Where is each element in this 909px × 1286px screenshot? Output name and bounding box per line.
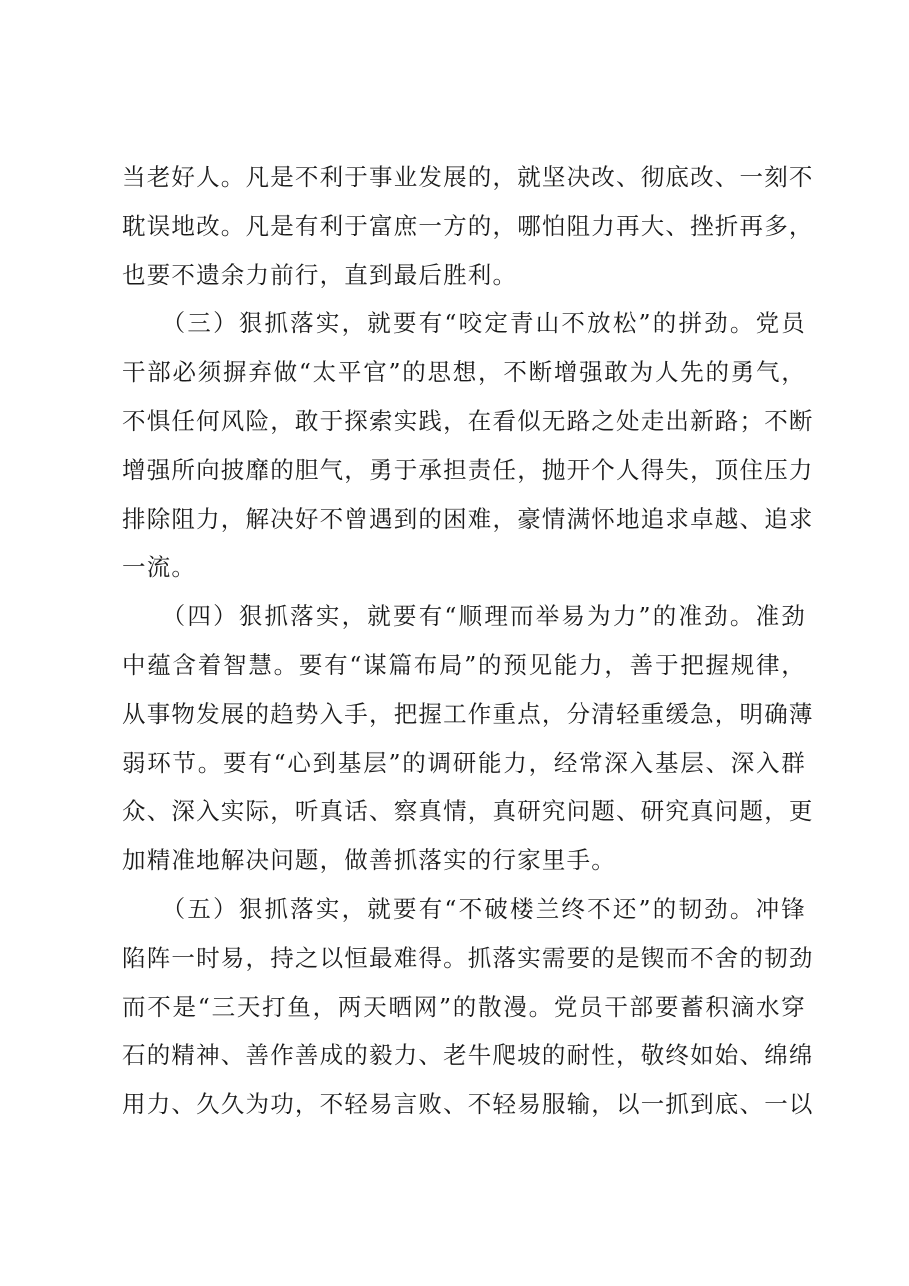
text-line: 中蕴含着智慧。要有“谋篇布局”的预见能力，善于把握规律， [122, 650, 806, 679]
text-line: 用力、久久为功，不轻易言败、不轻易服输，以一抓到底、一以 [122, 1090, 814, 1119]
text-line: 也要不遗余力前行，直到最后胜利。 [122, 260, 518, 289]
text-line: 从事物发展的趋势入手，把握工作重点，分清轻重缓急，明确薄 [122, 699, 814, 728]
text-line: 陷阵一时易，持之以恒最难得。抓落实需要的是锲而不舍的韧劲 [122, 943, 814, 972]
text-line: （三）狠抓落实，就要有“咬定青山不放松”的拼劲。党员 [122, 309, 806, 338]
text-line: 弱环节。要有“心到基层”的调研能力，经常深入基层、深入群 [122, 748, 806, 777]
text-line: 加精准地解决问题，做善抓落实的行家里手。 [122, 846, 616, 875]
text-line: （四）狠抓落实，就要有“顺理而举易为力”的准劲。准劲 [122, 602, 806, 631]
text-line: 一流。 [122, 553, 197, 582]
text-line: 众、深入实际，听真话、察真情，真研究问题、研究真问题，更 [122, 797, 814, 826]
text-line: 当老好人。凡是不利于事业发展的，就坚决改、彻底改、一刻不 [122, 163, 814, 191]
text-line: 耽误地改。凡是有利于富庶一方的，哪怕阻力再大、挫折再多， [122, 211, 814, 240]
text-line: 而不是“三天打鱼，两天晒网”的散漫。党员干部要蓄积滴水穿 [122, 992, 806, 1021]
text-line: 增强所向披靡的胆气，勇于承担责任，抛开个人得失，顶住压力 [122, 455, 814, 484]
text-line: 干部必须摒弃做“太平官”的思想，不断增强敢为人先的勇气， [122, 358, 806, 387]
text-line: 不惧任何风险，敢于探索实践，在看似无路之处走出新路；不断 [122, 406, 814, 435]
text-line: 排除阻力，解决好不曾遇到的困难，豪情满怀地追求卓越、追求 [122, 504, 814, 533]
body-text [122, 153, 814, 1129]
text-line: 石的精神、善作善成的毅力、老牛爬坡的耐性，敬终如始、绵绵 [122, 1041, 814, 1070]
text-line: （五）狠抓落实，就要有“不破楼兰终不还”的韧劲。冲锋 [122, 894, 806, 923]
